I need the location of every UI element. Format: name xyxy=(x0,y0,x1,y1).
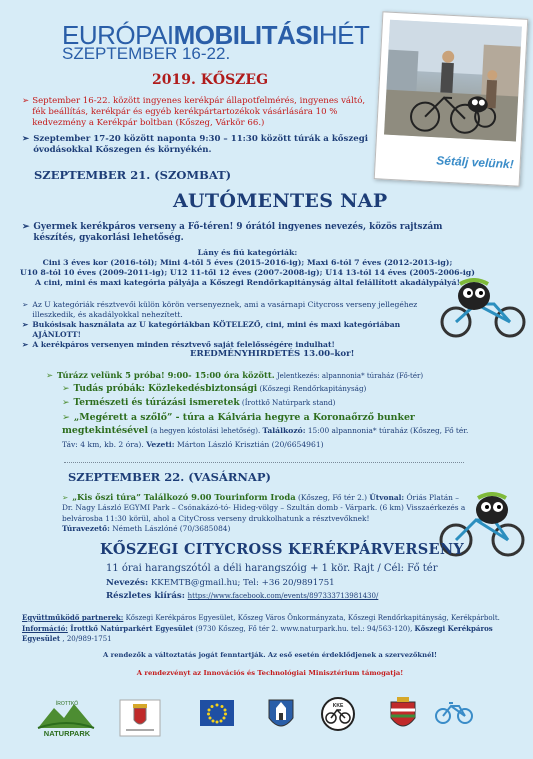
year-location-title: 2019. KŐSZEG xyxy=(152,72,269,88)
intro-item-2-text: Szeptember 17-20 között naponta 9:30 – 11:30 között túrák a kőszegi óvodásokkal Kőszegen és környékén. xyxy=(33,134,369,155)
arrow-bullet-icon: ➢ xyxy=(62,398,70,408)
arrow-bullet-icon: ➢ xyxy=(62,384,70,394)
eu-flag-icon xyxy=(200,696,234,740)
logos-row xyxy=(0,696,533,744)
arrow-bullet-icon: ➢ xyxy=(22,300,29,309)
categories-line-2: U10 8-tól 10 éves (2009-2011-ig); U12 11-től 12 éves (2007-2008-ig); U14 13-tól 14 éves (2005-2006-ig) xyxy=(20,268,475,277)
arrow-bullet-icon: ➢ xyxy=(22,320,29,329)
results-announcement: EREDMÉNYHIRDETÉS 13.00–kor! xyxy=(190,349,355,359)
svg-text:ÍROTTKŐ: ÍROTTKŐ xyxy=(55,701,79,707)
race-notes: ➢ Az U kategóriák résztvevői külön körön versenyeznek, ami a vasárnapi Citycross verseny jellegéhez illeszkedik, és akadályokkal nehezített. ➢ Bukósisak használata az U kategóriákban KÖTELEZŐ, cini, mini és maxi kategóriában AJÁNLOTT! ➢ A kerékpáros versenyen minden résztvevő saját felelősségére indulhat! xyxy=(22,300,418,349)
arrow-bullet-icon: ➢ xyxy=(62,412,70,423)
categories-line-3: A cini, mini és maxi kategória pályája a Kőszegi Rendőrkapitányság által felállított akadálypályá! xyxy=(34,278,461,287)
photo-caption: Sétálj velünk! xyxy=(436,153,515,172)
svg-text:NATURPARK: NATURPARK xyxy=(43,729,91,738)
intro-item-1 xyxy=(22,96,370,129)
mascot-cyclist-icon xyxy=(438,278,528,340)
disclaimer: A rendezők a változtatás jogát fenntartják. Az eső esetén érdeklődjenek a szervezőknél! xyxy=(103,651,437,659)
sunday-heading: SZEPTEMBER 22. (VASÁRNAP) xyxy=(68,470,271,484)
probe-2: ➢ Természeti és túrázási ismeretek (Írottkő Natúrpark stand) xyxy=(62,398,336,408)
autumn-hike: ➢ „Kis őszi túra” Találkozó 9.00 Tourinform Iroda (Kőszeg, Fő tér 2.) Útvonal: Óriás Platán – Dr. Nagy László EGYMI Park – Csónakázó-tó- Hideg-völgy – Szultán domb - Várpark. (6 km) Visszaérkezés a belvárosba 11:30 körül, ahol a CityCross verseny drukkolhatunk a résztvevőknek! Túravezető: Németh Lászlóné (70/3685084) xyxy=(62,492,466,534)
car-free-day-title: AUTÓMENTES NAP xyxy=(173,190,388,212)
citycross-title: KŐSZEGI CITYCROSS KERÉKPÁRVERSENY xyxy=(100,541,465,558)
arrow-bullet-icon: ➢ xyxy=(62,493,69,502)
intro-item-2 xyxy=(22,134,372,156)
police-emblem-icon xyxy=(388,696,418,740)
grape-tour: ➢ „Megérett a szőlő” - túra a Kálvária hegyre a Koronaőrző bunker megtekintésével (a hegyen kóstolási lehetőség). Találkozó: 15:00 alpannonia* túraház (Kőszeg, Fő tér. Táv: 4 km, kb. 2 óra). Vezeti: Márton László Krisztián (20/6654961) xyxy=(62,412,469,449)
title-part-het: HÉT xyxy=(318,20,370,50)
ministry-coat-of-arms-icon xyxy=(118,696,162,740)
race-rules: Részletes kiírás: https://www.facebook.com/events/897333713981430/ xyxy=(106,591,379,601)
koszeg-coat-of-arms-icon xyxy=(266,696,296,740)
svg-text:KKE: KKE xyxy=(332,703,344,709)
rules-link[interactable]: https://www.facebook.com/events/897333713981430/ xyxy=(187,592,379,600)
kids-race-item: ➢ Gyermek kerékpáros verseny a Fő-téren! 9 órától ingyenes nevezés, közös rajtszám készítés, gyakorlási lehetőség. xyxy=(22,222,443,243)
probe-1: ➢ Tudás próbák: Közlekedésbiztonsági (Kőszegi Rendőrkapitányság) xyxy=(62,384,367,394)
categories-block xyxy=(20,248,475,288)
partners-block: Együttműködő partnerek: Kőszegi Kerékpáros Egyesület, Kőszeg Város Önkormányzata, Kőszegi Rendőrkapitányság, Kerékpárbolt. Információ: Írottkő Natúrparkért Egyesület (9730 Kőszeg, Fő tér 2. www.naturpark.hu. tel.: 94/563-120), Kőszegi Kerékpáros Egyesület , 20/989-1751 xyxy=(22,613,500,644)
arrow-bullet-icon: ➢ xyxy=(22,340,29,349)
title-part-europai: EURÓPAI xyxy=(62,20,174,50)
bicycle-icon xyxy=(434,696,474,740)
title-part-mobilitasi: MOBILITÁSI xyxy=(173,20,319,50)
walk-item: ➢ Túrázz velünk 5 próba! 9:00- 15:00 óra között. Jelentkezés: alpannonia* túraház (Fő-tér) xyxy=(46,370,424,380)
categories-line-1: Cini 3 éves kor (2016-tól); Mini 4-től 5 éves (2015-2016-ig); Maxi 6-tól 7 éves (2012-2013-ig); xyxy=(42,258,453,267)
photo-frame xyxy=(374,11,529,186)
arrow-bullet-icon: ➢ xyxy=(22,134,30,144)
cyclists-photo xyxy=(384,20,522,142)
categories-heading: Lány és fiú kategóriák: xyxy=(197,248,298,257)
sponsor-note: A rendezvényt az Innovációs és Technológiai Minisztérium támogatja! xyxy=(136,669,404,677)
event-dates: SZEPTEMBER 16-22. xyxy=(62,44,231,63)
arrow-bullet-icon: ➢ xyxy=(46,370,54,380)
arrow-bullet-icon: ➢ xyxy=(22,222,30,232)
race-entry: Nevezés: KKEMTB@gmail.hu; Tel: +36 20/9891751 xyxy=(106,578,335,588)
saturday-heading: SZEPTEMBER 21. (SZOMBAT) xyxy=(34,168,232,182)
race-time: 11 órai harangszótól a déli harangszóig + 1 kör. Rajt / Cél: Fő tér xyxy=(106,563,438,574)
bike-club-logo-icon xyxy=(320,696,356,740)
arrow-bullet-icon: ➢ xyxy=(22,96,30,106)
naturpark-logo-icon xyxy=(32,696,102,740)
divider xyxy=(64,462,464,463)
intro-item-1-text: September 16-22. között ingyenes kerékpár állapotfelmérés, ingyenes váltó, fék beállítás, kerékpár és egyéb kerékpártartozékok vásárlására 10 % kedvezmény a Kerékpár boltban (Kőszeg, Várkör 66.) xyxy=(32,96,366,128)
